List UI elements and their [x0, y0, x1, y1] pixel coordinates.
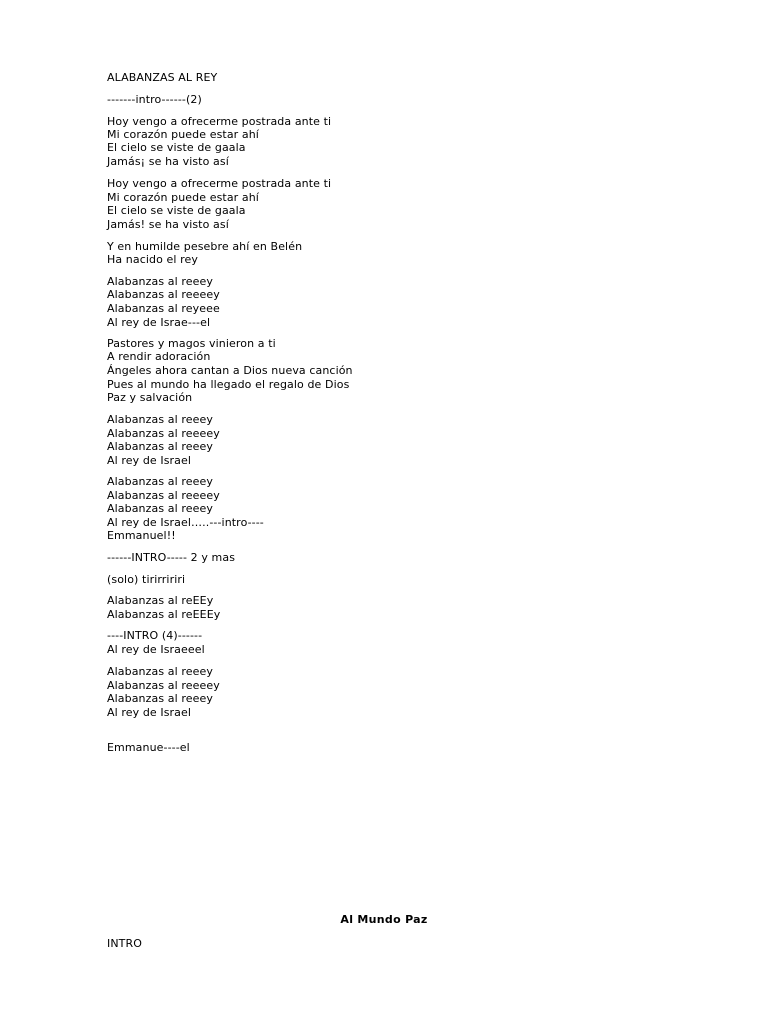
lyric-line: Alabanzas al reeey	[107, 440, 213, 453]
lyric-line: Alabanzas al reeeey	[107, 489, 220, 502]
lyric-line: Pastores y magos vinieron a ti	[107, 337, 276, 350]
lyric-line: Mi corazón puede estar ahí	[107, 191, 259, 204]
lyric-line: A rendir adoración	[107, 350, 211, 363]
lyric-line: Alabanzas al reeeey	[107, 679, 220, 692]
lyric-line: Alabanzas al reeey	[107, 692, 213, 705]
lyric-line: Al rey de Israeeel	[107, 643, 205, 656]
lyric-line: Ángeles ahora cantan a Dios nueva canción	[107, 364, 353, 377]
lyric-line: Ha nacido el rey	[107, 253, 199, 266]
lyric-line: Hoy vengo a ofrecerme postrada ante ti	[107, 177, 332, 190]
lyric-line: Y en humilde pesebre ahí en Belén	[107, 240, 303, 253]
second-song-intro: INTRO	[107, 937, 142, 950]
lyric-line: Mi corazón puede estar ahí	[107, 128, 259, 141]
lyric-line: Alabanzas al reEEEy	[107, 608, 221, 621]
lyric-line: Alabanzas al reeeey	[107, 427, 220, 440]
lyric-line: El cielo se viste de gaala	[107, 141, 246, 154]
lyric-line: Paz y salvación	[107, 391, 193, 404]
lyric-line: Al rey de Israe---el	[107, 316, 211, 329]
lyric-line: Alabanzas al reeey	[107, 665, 213, 678]
lyric-line: Jamás¡ se ha visto así	[107, 155, 229, 168]
lyric-line: Al rey de Israel	[107, 454, 192, 467]
lyric-line: Alabanzas al reeey	[107, 275, 213, 288]
lyric-line: ------INTRO----- 2 y mas	[107, 551, 236, 564]
lyric-line: Al rey de Israel	[107, 706, 192, 719]
lyric-line: Emmanuel!!	[107, 529, 176, 542]
second-song-title: Al Mundo Paz	[340, 913, 428, 926]
song-title: ALABANZAS AL REY	[107, 71, 218, 84]
lyric-line: -------intro------(2)	[107, 93, 202, 106]
lyric-line: Alabanzas al reEEy	[107, 594, 214, 607]
lyric-line: Hoy vengo a ofrecerme postrada ante ti	[107, 115, 332, 128]
lyric-line: Jamás! se ha visto así	[107, 218, 229, 231]
lyric-line: Al rey de Israel…..---intro----	[107, 516, 264, 529]
lyric-line: Alabanzas al reyeee	[107, 302, 220, 315]
lyric-line: Pues al mundo ha llegado el regalo de Dios	[107, 378, 350, 391]
lyric-line: (solo) tirirririri	[107, 573, 186, 586]
lyric-line: El cielo se viste de gaala	[107, 204, 246, 217]
lyric-line: Emmanue----el	[107, 741, 190, 754]
lyric-line: Alabanzas al reeey	[107, 413, 213, 426]
lyric-line: ----INTRO (4)------	[107, 629, 203, 642]
lyric-line: Alabanzas al reeey	[107, 502, 213, 515]
lyric-line: Alabanzas al reeey	[107, 475, 213, 488]
lyric-line: Alabanzas al reeeey	[107, 288, 220, 301]
